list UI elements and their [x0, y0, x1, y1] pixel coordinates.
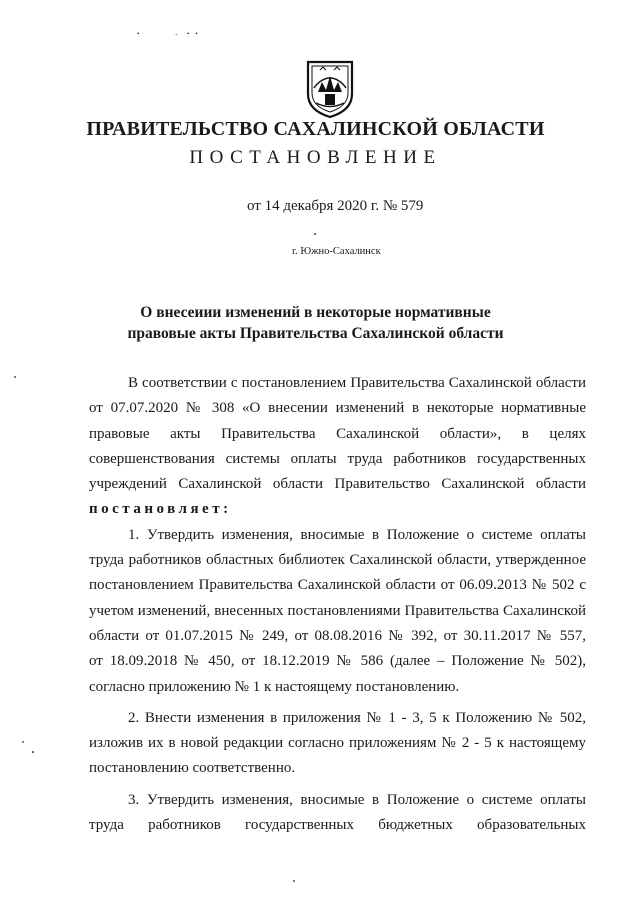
- document-date-number: от 14 декабря 2020 г. № 579: [247, 198, 424, 214]
- body-line: согласно приложению № 1 к настоящему постановлению.: [89, 678, 460, 695]
- scan-speck: [314, 233, 316, 235]
- document-city: г. Южно-Сахалинск: [292, 246, 381, 257]
- body-line: от 07.07.2020 № 308 «О внесении изменений в некоторые нормативные: [89, 400, 586, 417]
- government-title: ПРАВИТЕЛЬСТВО САХАЛИНСКОЙ ОБЛАСТИ: [86, 118, 545, 140]
- body-line: постановлением Правительства Сахалинской области от 06.09.2013 № 502 с: [89, 577, 586, 594]
- scan-artifact: • - • •: [137, 30, 200, 38]
- body-line: 2. Внести изменения в приложения № 1 - 3, 5 к Положению № 502,: [128, 709, 586, 726]
- subject-line: правовые акты Правительства Сахалинской области: [127, 325, 504, 342]
- body-line: В соответствии с постановлением Правительства Сахалинской области: [128, 375, 586, 391]
- document-body: [89, 371, 586, 838]
- body-line: труда работников государственных бюджетных образовательных: [89, 817, 586, 834]
- scan-speck: [14, 376, 16, 378]
- body-line: изложив их в новой редакции согласно приложениям № 2 - 5 к настоящему: [89, 735, 586, 752]
- body-line: области от 01.07.2015 № 249, от 08.08.2016 № 392, от 30.11.2017 № 557,: [89, 627, 586, 644]
- body-line: учетом изменений, внесенных постановлениями Правительства Сахалинской: [89, 602, 586, 619]
- body-line: 1. Утвердить изменения, вносимые в Положение о системе оплаты: [128, 526, 586, 543]
- sakhalin-coat-of-arms-icon: [304, 58, 356, 118]
- body-line: труда работников областных библиотек Сахалинской области, утвержденное: [89, 552, 586, 569]
- body-line: правовые акты Правительства Сахалинской области», в целях: [89, 425, 586, 442]
- body-line: от 18.09.2018 № 450, от 18.12.2019 № 586 (далее – Положение № 502),: [89, 653, 586, 670]
- body-line: учреждений Сахалинской области Правительство Сахалинской области: [89, 476, 586, 493]
- document-type: ПОСТАНОВЛЕНИЕ: [189, 147, 442, 168]
- body-line: совершенствования системы оплаты труда работников государственных: [89, 450, 586, 467]
- document-subject: [0, 302, 631, 344]
- subject-line: О внесеиии изменений в некоторые нормативные: [140, 304, 491, 321]
- resolves-word: постановляет:: [89, 501, 232, 518]
- scan-speck: [293, 880, 295, 882]
- body-line: 3. Утвердить изменения, вносимые в Положение о системе оплаты: [128, 791, 586, 808]
- body-line: постановлению соответственно.: [89, 760, 296, 777]
- scan-speck: [32, 751, 34, 753]
- scan-speck: [22, 741, 24, 743]
